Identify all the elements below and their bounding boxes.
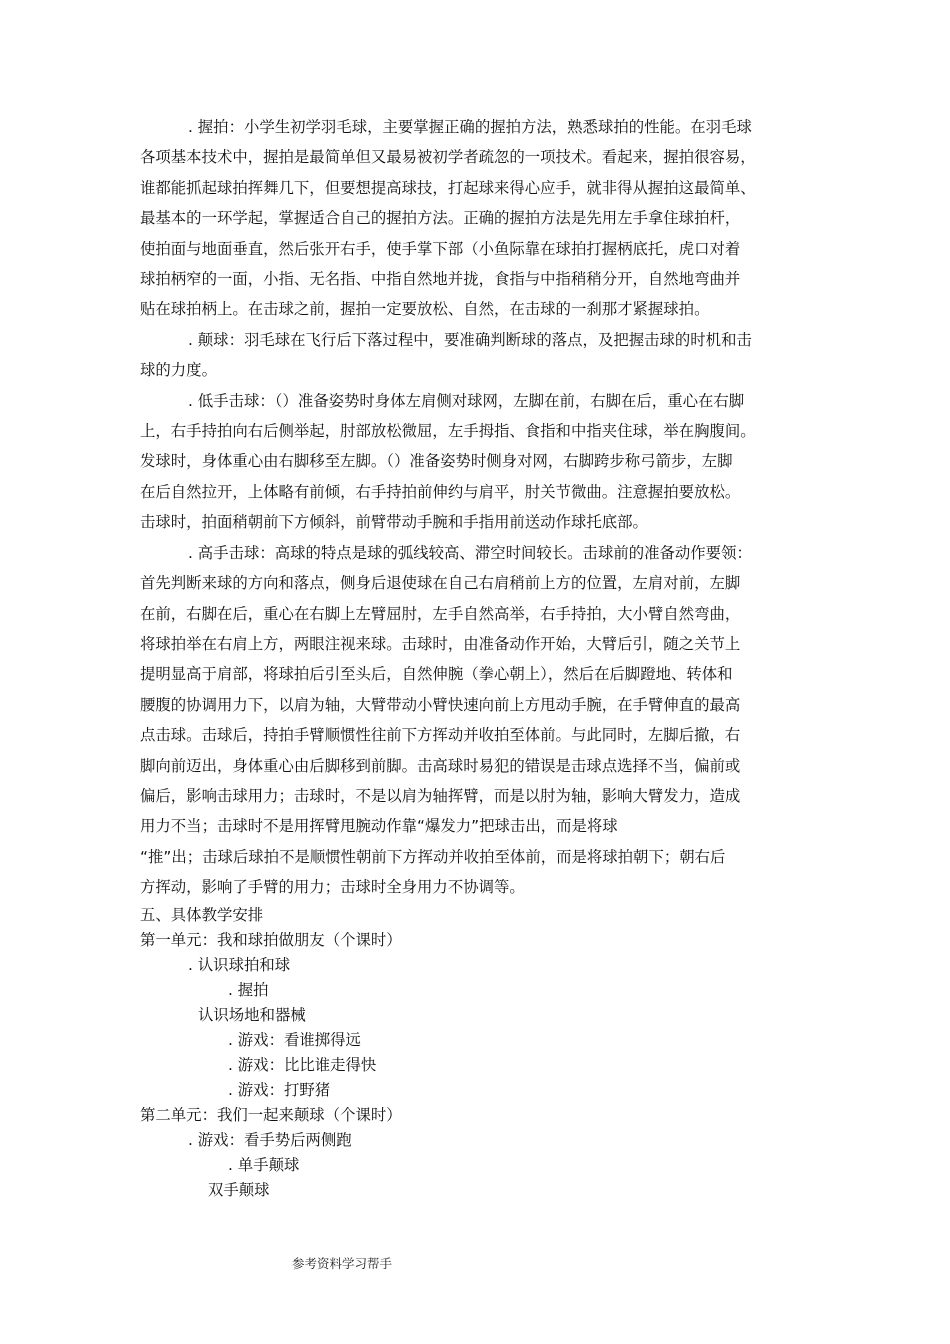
text-line: 偏后，影响击球用力；击球时，不是以肩为轴挥臂，而是以肘为轴，影响大臂发力，造成 <box>140 786 741 805</box>
section-heading: 五、具体教学安排 <box>140 905 264 924</box>
text-line: . 握拍：小学生初学羽毛球，主要掌握正确的握拍方法，熟悉球拍的性能。在羽毛球 <box>188 118 752 136</box>
paragraph-low-hit <box>140 386 816 538</box>
text-line: 脚向前迈出，身体重心由后脚移到前脚。击高球时易犯的错误是击球点选择不当，偏前或 <box>140 756 741 775</box>
text-line: 发球时，身体重心由右脚移至左脚。（）准备姿势时侧身对网，右脚跨步称弓箭步，左脚 <box>140 452 733 471</box>
list-item: 认识场地和器械 <box>198 1005 306 1024</box>
list-item: . 握拍 <box>228 980 269 999</box>
text-line: 击球时，拍面稍朝前下方倾斜，前臂带动手腕和手指用前送动作球托底部。 <box>140 513 648 532</box>
list-item: . 单手颠球 <box>228 1155 300 1174</box>
text-line: . 高手击球：高球的特点是球的弧线较高、滞空时间较长。击球前的准备动作要领： <box>188 543 752 562</box>
unit-title: 第一单元：我和球拍做朋友（个课时） <box>140 930 402 949</box>
text-line: 最基本的一环学起，掌握适合自己的握拍方法。正确的握拍方法是先用左手拿住球拍杆， <box>140 209 741 228</box>
list-item: . 游戏：看手势后两侧跑 <box>188 1130 352 1149</box>
text-line: 在后自然拉开，上体略有前倾，右手持拍前伸约与肩平，肘关节微曲。注意握拍要放松。 <box>140 482 741 501</box>
paragraph-high-hit <box>140 538 816 842</box>
text-line: 球的力度。 <box>140 361 217 380</box>
text-line: 各项基本技术中，握拍是最简单但又最易被初学者疏忽的一项技术。看起来，握拍很容易， <box>140 148 756 167</box>
teaching-schedule <box>140 928 816 1203</box>
text-line: 提明显高于肩部，将球拍后引至头后，自然伸腕（拳心朝上），然后在后脚蹬地、转体和 <box>140 665 733 684</box>
text-line: 贴在球拍柄上。在击球之前，握拍一定要放松、自然，在击球的一刹那才紧握球拍。 <box>140 300 710 319</box>
unit-title: 第二单元：我们一起来颠球（个课时） <box>140 1105 402 1124</box>
paragraph-high-hit-continued <box>140 842 816 903</box>
paragraph-bounce <box>140 325 816 386</box>
text-line: 用力不当；击球时不是用挥臂甩腕动作靠“爆发力”把球击出，而是将球 <box>140 817 618 836</box>
text-line: 上，右手持拍向右后侧举起，肘部放松微屈，左手拇指、食指和中指夹住球，举在胸腹间。 <box>140 422 756 441</box>
list-item: . 认识球拍和球 <box>188 955 291 974</box>
document-body <box>140 112 816 1203</box>
text-line: . 颠球：羽毛球在飞行后下落过程中，要准确判断球的落点，及把握击球的时机和击 <box>188 330 752 349</box>
text-line: 首先判断来球的方向和落点，侧身后退使球在自己右肩稍前上方的位置，左肩对前，左脚 <box>140 574 741 593</box>
text-line: 使拍面与地面垂直，然后张开右手，使手掌下部（小鱼际靠在球拍打握柄底托，虎口对着 <box>140 239 741 258</box>
paragraph-grip <box>140 112 816 325</box>
text-line: . 低手击球：（）准备姿势时身体左肩侧对球网，左脚在前，右脚在后，重心在右脚 <box>188 391 745 410</box>
text-line: 腰腹的协调用力下，以肩为轴，大臂带动小臂快速向前上方甩动手腕，在手臂伸直的最高 <box>140 695 741 714</box>
list-item: . 游戏：打野猪 <box>228 1080 331 1099</box>
text-line: “推”出；击球后球拍不是顺惯性朝前下方挥动并收拍至体前，而是将球拍朝下；朝右后 <box>140 847 726 866</box>
list-item: 双手颠球 <box>208 1180 270 1199</box>
list-item: . 游戏：看谁掷得远 <box>228 1030 361 1049</box>
text-line: 在前，右脚在后，重心在右脚上左臂屈肘，左手自然高举，右手持拍，大小臂自然弯曲， <box>140 604 741 623</box>
text-line: 方挥动，影响了手臂的用力；击球时全身用力不协调等。 <box>140 878 525 897</box>
text-line: 点击球。击球后，持拍手臂顺惯性往前下方挥动并收拍至体前。与此同时，左脚后撤，右 <box>140 726 741 745</box>
text-line: 将球拍举在右肩上方，两眼注视来球。击球时，由准备动作开始，大臂后引，随之关节上 <box>140 634 741 653</box>
text-line: 谁都能抓起球拍挥舞几下，但要想提高球技，打起球来得心应手，就非得从握拍这最简单、 <box>140 178 756 197</box>
text-line: 球拍柄窄的一面，小指、无名指、中指自然地并拢，食指与中指稍稍分开，自然地弯曲并 <box>140 270 741 289</box>
list-item: . 游戏：比比谁走得快 <box>228 1055 377 1074</box>
page-footer: 参考资料学习帮手 <box>292 1256 393 1271</box>
